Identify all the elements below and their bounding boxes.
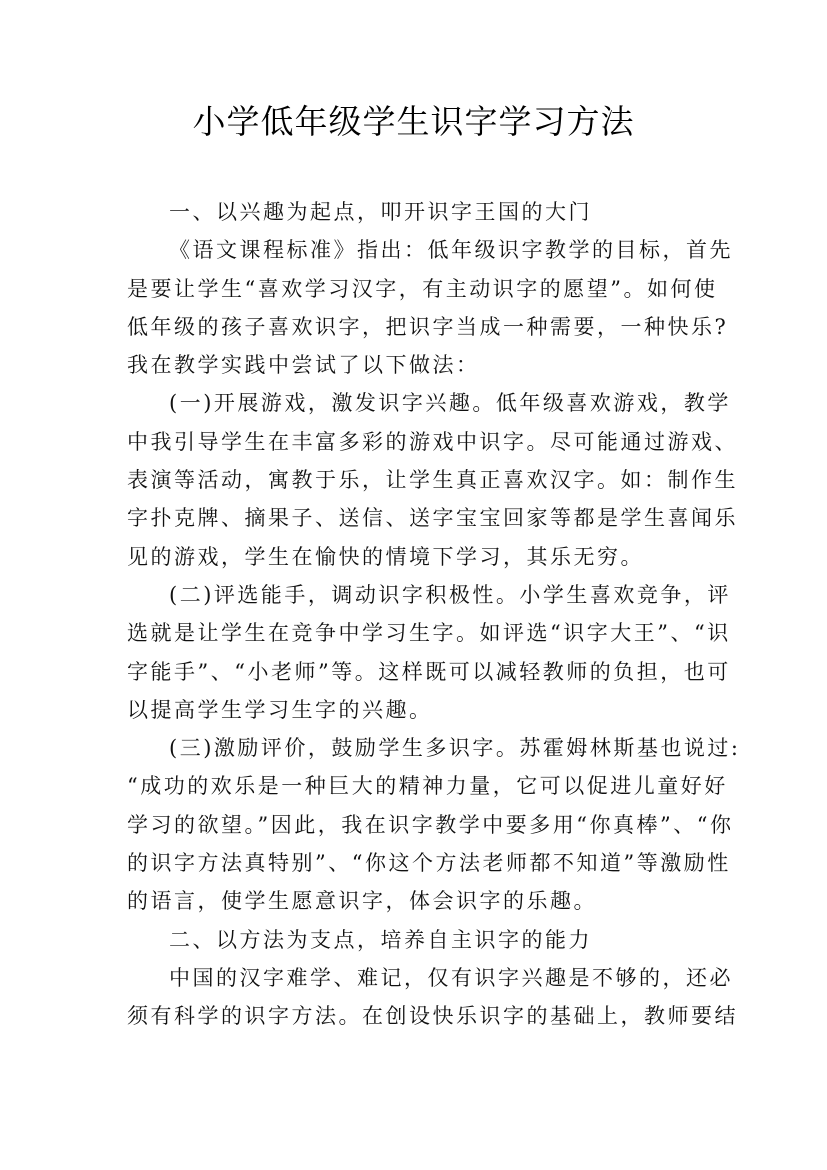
text-line: 的识字方法真特别”、“你这个方法老师都不知道”等激励性 <box>127 851 731 876</box>
text-line: 的语言，使学生愿意识字，体会识字的乐趣。 <box>127 889 597 914</box>
document-body <box>127 193 741 1036</box>
text-line: 一、以兴趣为起点，叩开识字王国的大门 <box>169 200 592 224</box>
text-line: (二)评选能手，调动识字积极性。小学生喜欢竞争，评 <box>169 582 731 607</box>
text-line: 表演等活动，寓教于乐，让学生真正喜欢汉字。如：制作生 <box>127 468 738 493</box>
text-line: “成功的欢乐是一种巨大的精神力量，它可以促进儿童好好 <box>127 774 728 799</box>
text-line: 字扑克牌、摘果子、送信、送字宝宝回家等都是学生喜闻乐 <box>127 506 738 531</box>
text-line: 以提高学生学习生字的兴趣。 <box>127 697 433 722</box>
text-line: 《语文课程标准》指出：低年级识字教学的目标，首先 <box>169 238 733 263</box>
text-line: 二、以方法为支点，培养自主识字的能力 <box>169 927 592 952</box>
text-line: 低年级的孩子喜欢识字，把识字当成一种需要，一种快乐? <box>127 314 729 339</box>
text-line: (一)开展游戏，激发识字兴趣。低年级喜欢游戏，教学 <box>169 391 731 416</box>
text-line: 字能手”、“小老师”等。这样既可以减轻教师的负担，也可 <box>127 659 731 684</box>
text-line: 是要让学生“喜欢学习汉字，有主动识字的愿望”。如何使 <box>127 276 718 301</box>
text-line: 见的游戏，学生在愉快的情境下学习，其乐无穷。 <box>127 544 644 569</box>
text-line: 中我引导学生在丰富多彩的游戏中识字。尽可能通过游戏、 <box>127 429 738 454</box>
text-line: (三)激励评价，鼓励学生多识字。苏霍姆林斯基也说过: <box>169 736 741 761</box>
text-line: 学习的欲望。”因此，我在识字教学中要多用“你真棒”、“你 <box>127 812 734 837</box>
text-line: 我在教学实践中尝试了以下做法： <box>127 353 480 378</box>
document-title: 小学低年级学生识字学习方法 <box>192 102 635 141</box>
text-line: 选就是让学生在竞争中学习生字。如评选“识字大王”、“识 <box>127 621 731 646</box>
text-line: 中国的汉字难学、难记，仅有识字兴趣是不够的，还必 <box>169 965 733 990</box>
text-line: 须有科学的识字方法。在创设快乐识字的基础上，教师要结 <box>127 1004 738 1029</box>
